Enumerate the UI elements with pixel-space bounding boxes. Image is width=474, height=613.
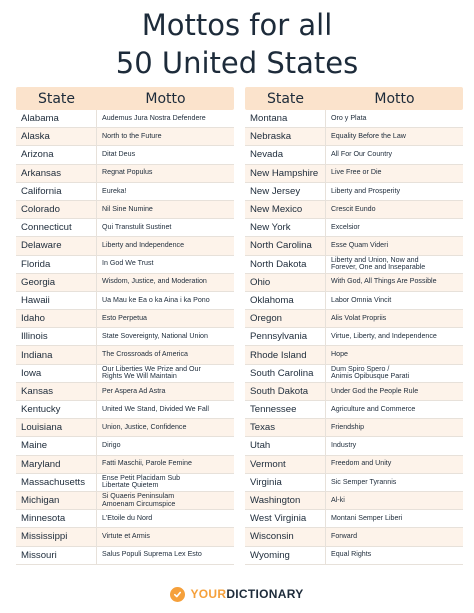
state-cell: Montana <box>245 110 326 127</box>
motto-cell: Live Free or Die <box>331 168 382 177</box>
state-cell: Colorado <box>16 201 97 218</box>
motto-cell: Hope <box>331 350 348 359</box>
table-row <box>245 292 463 310</box>
state-cell: Idaho <box>16 310 97 327</box>
motto-cell: Virtute et Armis <box>102 532 150 541</box>
state-cell: Arizona <box>16 146 97 163</box>
motto-cell: Liberty and Union, Now and Forever, One and Inseparable <box>331 255 426 272</box>
table-row <box>16 365 234 383</box>
state-cell: New Jersey <box>245 183 326 200</box>
state-cell: New York <box>245 219 326 236</box>
table-row <box>16 419 234 437</box>
state-cell: Kansas <box>16 383 97 400</box>
motto-cell: Excelsior <box>331 222 360 231</box>
table-row <box>16 110 234 128</box>
state-cell: Virginia <box>245 474 326 491</box>
page-title-line-2: 50 United States <box>115 46 359 80</box>
table-row <box>245 256 463 274</box>
motto-cell: Montani Semper Liberi <box>331 513 403 522</box>
motto-cell: Industry <box>331 441 357 450</box>
state-column-header: State <box>37 90 76 107</box>
table-row <box>245 492 463 510</box>
brand-part-your: YOUR <box>190 587 227 601</box>
table-row <box>245 510 463 528</box>
table-row <box>245 437 463 455</box>
table-row <box>245 419 463 437</box>
motto-cell: L'Etoile du Nord <box>102 513 153 522</box>
motto-cell: Our Liberties We Prize and Our Rights We Will Maintain <box>102 364 201 381</box>
motto-cell: Esse Quam Videri <box>331 241 389 250</box>
checkmark-circle-icon <box>170 587 185 602</box>
motto-cell: Dum Spiro Spero / Animis Opibusque Parati <box>331 364 410 381</box>
motto-cell: Equality Before the Law <box>331 131 406 140</box>
motto-column-header: Motto <box>374 90 415 107</box>
mottos-table-left <box>16 87 234 565</box>
table-header <box>245 87 463 110</box>
state-cell: Mississippi <box>16 528 97 545</box>
table-header <box>16 87 234 110</box>
motto-cell: With God, All Things Are Possible <box>331 277 437 286</box>
motto-cell: The Crossroads of America <box>102 350 188 359</box>
state-cell: Florida <box>16 256 97 273</box>
table-row <box>245 346 463 364</box>
motto-cell: Ditat Deus <box>102 150 136 159</box>
state-cell: West Virginia <box>245 510 326 527</box>
motto-cell: Liberty and Prosperity <box>331 186 401 195</box>
table-row <box>245 474 463 492</box>
table-row <box>16 456 234 474</box>
table-row <box>16 292 234 310</box>
brand-part-dictionary: DICTIONARY <box>226 587 304 601</box>
table-row <box>16 383 234 401</box>
table-body <box>16 110 234 565</box>
brand-logo <box>0 584 474 604</box>
state-cell: Washington <box>245 492 326 509</box>
table-row <box>16 474 234 492</box>
brand-wordmark <box>190 587 303 601</box>
table-row <box>16 510 234 528</box>
state-cell: North Dakota <box>245 256 326 273</box>
state-cell: Wyoming <box>245 547 326 564</box>
motto-cell: Friendship <box>331 422 365 431</box>
table-body <box>245 110 463 565</box>
state-cell: Missouri <box>16 547 97 564</box>
state-cell: Louisiana <box>16 419 97 436</box>
state-cell: Wisconsin <box>245 528 326 545</box>
table-row <box>16 165 234 183</box>
state-cell: Indiana <box>16 346 97 363</box>
table-row <box>245 219 463 237</box>
motto-cell: Forward <box>331 532 358 541</box>
table-row <box>16 146 234 164</box>
state-cell: Pennsylvania <box>245 328 326 345</box>
state-cell: New Mexico <box>245 201 326 218</box>
table-row <box>245 110 463 128</box>
table-row <box>16 492 234 510</box>
table-row <box>245 528 463 546</box>
table-row <box>245 146 463 164</box>
motto-cell: United We Stand, Divided We Fall <box>102 404 209 413</box>
motto-cell: In God We Trust <box>102 259 154 268</box>
motto-cell: Alis Volat Propriis <box>331 313 387 322</box>
motto-cell: Labor Omnia Vincit <box>331 295 392 304</box>
table-row <box>16 183 234 201</box>
motto-cell: Oro y Plata <box>331 113 367 122</box>
motto-cell: Agriculture and Commerce <box>331 404 416 413</box>
motto-cell: North to the Future <box>102 131 162 140</box>
table-row <box>245 201 463 219</box>
state-cell: North Carolina <box>245 237 326 254</box>
state-cell: South Carolina <box>245 365 326 382</box>
table-row <box>16 401 234 419</box>
state-cell: Maine <box>16 437 97 454</box>
motto-cell: Regnat Populus <box>102 168 153 177</box>
motto-cell: Si Quaeris Peninsulam Amoenam Circumspice <box>102 491 176 508</box>
state-cell: Michigan <box>16 492 97 509</box>
state-cell: Ohio <box>245 274 326 291</box>
state-cell: Hawaii <box>16 292 97 309</box>
table-row <box>245 383 463 401</box>
table-row <box>16 346 234 364</box>
table-row <box>245 328 463 346</box>
motto-cell: Eureka! <box>102 186 127 195</box>
state-cell: Maryland <box>16 456 97 473</box>
table-row <box>245 274 463 292</box>
state-cell: California <box>16 183 97 200</box>
state-cell: Nebraska <box>245 128 326 145</box>
motto-cell: Ense Petit Placidam Sub Libertate Quietem <box>102 473 181 490</box>
table-row <box>16 201 234 219</box>
state-cell: Alabama <box>16 110 97 127</box>
motto-cell: Freedom and Unity <box>331 459 392 468</box>
table-row <box>16 128 234 146</box>
state-cell: Delaware <box>16 237 97 254</box>
motto-cell: Salus Populi Suprema Lex Esto <box>102 550 202 559</box>
motto-cell: Union, Justice, Confidence <box>102 422 187 431</box>
state-cell: Vermont <box>245 456 326 473</box>
table-row <box>245 237 463 255</box>
motto-cell: Crescit Eundo <box>331 204 376 213</box>
motto-cell: Fatti Maschii, Parole Femine <box>102 459 192 468</box>
page-title-line-1: Mottos for all <box>141 8 333 42</box>
motto-cell: Equal Rights <box>331 550 372 559</box>
table-row <box>16 328 234 346</box>
motto-cell: Ua Mau ke Ea o ka Aina i ka Pono <box>102 295 210 304</box>
table-row <box>245 128 463 146</box>
table-row <box>16 256 234 274</box>
motto-cell: Liberty and Independence <box>102 241 185 250</box>
state-column-header: State <box>266 90 305 107</box>
state-cell: Georgia <box>16 274 97 291</box>
motto-column-header: Motto <box>145 90 186 107</box>
table-row <box>16 310 234 328</box>
state-cell: Massachusetts <box>16 474 97 491</box>
state-cell: Utah <box>245 437 326 454</box>
table-row <box>245 310 463 328</box>
motto-cell: Sic Semper Tyrannis <box>331 477 397 486</box>
table-row <box>16 547 234 565</box>
state-cell: Illinois <box>16 328 97 345</box>
state-cell: Tennessee <box>245 401 326 418</box>
table-row <box>245 456 463 474</box>
motto-cell: Under God the People Rule <box>331 386 419 395</box>
state-cell: Minnesota <box>16 510 97 527</box>
motto-cell: All For Our Country <box>331 150 393 159</box>
table-row <box>245 401 463 419</box>
table-row <box>16 274 234 292</box>
state-cell: Nevada <box>245 146 326 163</box>
motto-cell: Qui Transtulit Sustinet <box>102 222 172 231</box>
motto-cell: Esto Perpetua <box>102 313 147 322</box>
table-row <box>16 237 234 255</box>
motto-cell: Dirigo <box>102 441 121 450</box>
state-cell: Iowa <box>16 365 97 382</box>
state-cell: Arkansas <box>16 165 97 182</box>
table-row <box>16 528 234 546</box>
motto-cell: Nil Sine Numine <box>102 204 153 213</box>
state-cell: Connecticut <box>16 219 97 236</box>
motto-cell: Audemus Jura Nostra Defendere <box>102 113 206 122</box>
table-row <box>245 183 463 201</box>
table-row <box>245 547 463 565</box>
state-cell: Alaska <box>16 128 97 145</box>
table-row <box>16 219 234 237</box>
state-cell: Oregon <box>245 310 326 327</box>
motto-cell: Per Aspera Ad Astra <box>102 386 166 395</box>
state-cell: South Dakota <box>245 383 326 400</box>
state-cell: Texas <box>245 419 326 436</box>
mottos-table-right <box>245 87 463 565</box>
state-cell: Rhode Island <box>245 346 326 363</box>
state-cell: Oklahoma <box>245 292 326 309</box>
motto-cell: Wisdom, Justice, and Moderation <box>102 277 207 286</box>
state-cell: Kentucky <box>16 401 97 418</box>
motto-cell: State Sovereignty, National Union <box>102 332 208 341</box>
motto-cell: Virtue, Liberty, and Independence <box>331 332 437 341</box>
table-row <box>245 365 463 383</box>
motto-cell: Al-ki <box>331 495 345 504</box>
table-row <box>245 165 463 183</box>
state-cell: New Hampshire <box>245 165 326 182</box>
table-row <box>16 437 234 455</box>
